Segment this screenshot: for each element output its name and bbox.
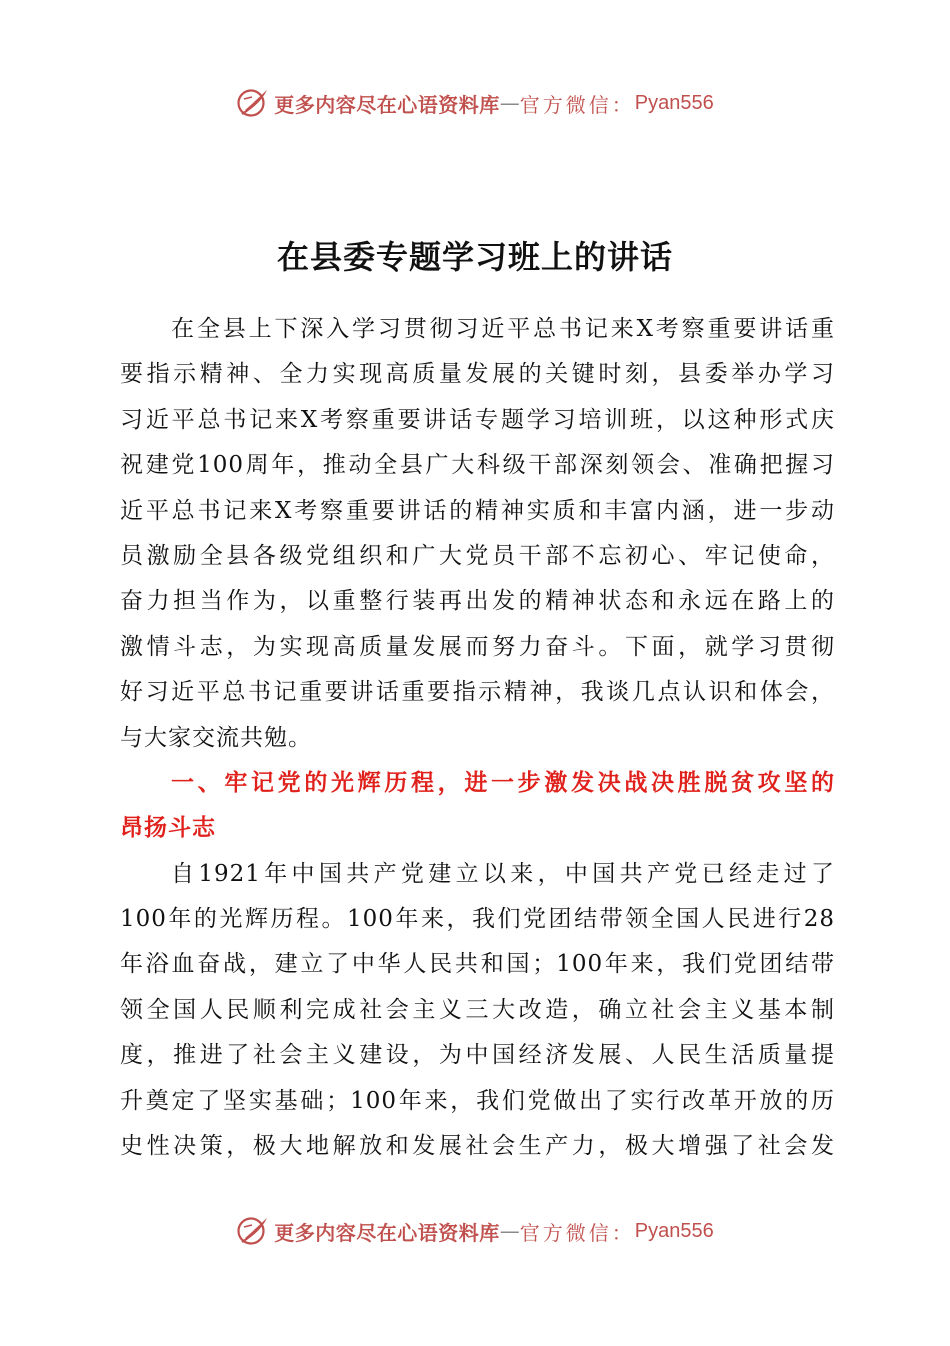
text-line: 度，推进了社会主义建设，为中国经济发展、人民生活质量提 (120, 1042, 835, 1069)
watermark-label: 官方微信： (519, 92, 635, 117)
text-line: 员激励全县各级党组织和广大党员干部不忘初心、牢记使命， (120, 542, 835, 569)
text-line: 领全国人民顺利完成社会主义三大改造，确立社会主义基本制 (120, 996, 835, 1023)
watermark-dash: — (499, 1219, 520, 1243)
text-line: 要指示精神、全力实现高质量发展的关键时刻，县委举办学习 (120, 361, 835, 388)
quill-logo-icon (236, 86, 270, 120)
watermark-wechat-id: Pyan556 (634, 1219, 714, 1242)
text-line: 升奠定了坚实基础；100年来，我们党做出了实行改革开放的历 (120, 1087, 835, 1114)
watermark-main-text: 更多内容尽在心语资料库 (274, 92, 500, 117)
text-line: 自1921年中国共产党建立以来，中国共产党已经走过了 (171, 860, 835, 887)
text-line: 奋力担当作为，以重整行装再出发的精神状态和永远在路上的 (120, 588, 835, 615)
section-heading: 昂扬斗志 (120, 815, 216, 842)
watermark-dash: — (499, 91, 520, 115)
section-heading: 一、牢记党的光辉历程，进一步激发决战决胜脱贫攻坚的 (171, 769, 835, 796)
text-line: 好习近平总书记重要讲话重要指示精神，我谈几点认识和体会， (120, 679, 835, 706)
document-title: 在县委专题学习班上的讲话 (276, 238, 673, 276)
watermark-main-text: 更多内容尽在心语资料库 (274, 1220, 500, 1245)
text-line: 年浴血奋战，建立了中华人民共和国；100年来，我们党团结带 (120, 951, 835, 978)
watermark-wechat-id: Pyan556 (634, 91, 714, 114)
text-line: 祝建党100周年，推动全县广大科级干部深刻领会、准确把握习 (120, 452, 835, 479)
text-line: 100年的光辉历程。100年来，我们党团结带领全国人民进行28 (120, 906, 835, 933)
bottom-watermark-banner (0, 1212, 950, 1250)
top-watermark-banner (0, 84, 950, 122)
text-line: 与大家交流共勉。 (120, 724, 312, 751)
intro-paragraph (120, 307, 835, 1169)
quill-logo-icon (236, 1214, 270, 1248)
text-line: 习近平总书记来X考察重要讲话专题学习培训班，以这种形式庆 (120, 406, 835, 433)
text-line: 史性决策，极大地解放和发展社会生产力，极大增强了社会发 (120, 1133, 835, 1160)
watermark-label: 官方微信： (519, 1220, 635, 1245)
text-line: 在全县上下深入学习贯彻习近平总书记来X考察重要讲话重 (171, 316, 835, 342)
text-line: 激情斗志，为实现高质量发展而努力奋斗。下面，就学习贯彻 (120, 633, 835, 660)
text-line: 近平总书记来X考察重要讲话的精神实质和丰富内涵，进一步动 (120, 497, 835, 524)
